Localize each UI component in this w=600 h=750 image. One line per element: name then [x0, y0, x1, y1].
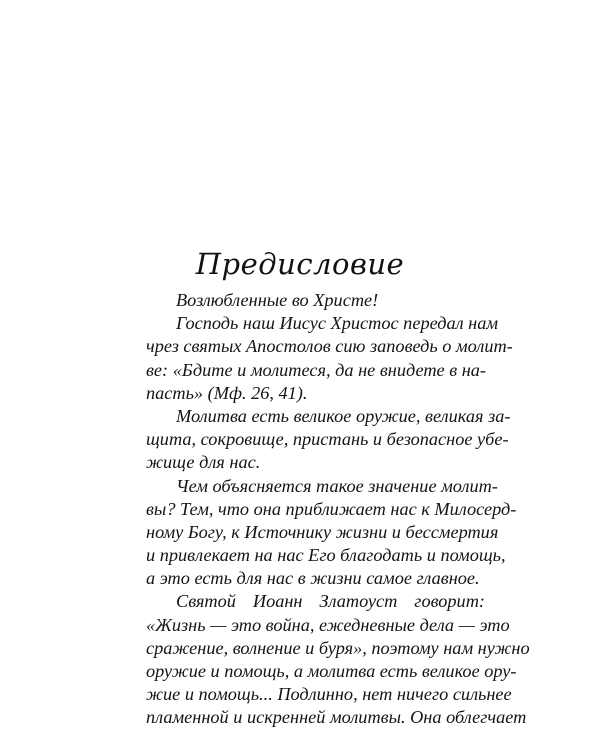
text-line: чрез святых Апостолов сию заповедь о молит-: [146, 336, 513, 357]
text-line: Молитва есть великое оружие, великая за-: [176, 405, 511, 426]
page-title: Предисловие: [195, 247, 405, 281]
text-line: сражение, волнение и буря», поэтому нам нужно: [146, 637, 530, 658]
text-line: щита, сокровище, пристань и безопасное убе-: [146, 429, 509, 450]
text-line: Чем объясняется такое значение молит-: [176, 475, 498, 496]
body-text: [146, 289, 530, 730]
text-line: пламенной и искренней молитвы. Она облегчает: [146, 707, 527, 728]
text-line: Господь наш Иисус Христос передал нам: [176, 313, 499, 334]
text-line: оружие и помощь, а молитва есть великое ору-: [146, 661, 517, 681]
text-line: пасть» (Мф. 26, 41).: [146, 382, 308, 403]
text-line: «Жизнь — это война, ежедневные дела — это: [146, 614, 510, 635]
text-line: Святой Иоанн Златоуст говорит:: [176, 591, 485, 612]
text-line: жище для нас.: [146, 452, 261, 473]
text-line: жие и помощь... Подлинно, нет ничего сильнее: [146, 684, 512, 705]
text-line: и привлекает на нас Его благодать и помощь,: [146, 545, 506, 566]
text-line: вы? Тем, что она приближает нас к Милосерд-: [146, 498, 517, 519]
text-line: а это есть для нас в жизни самое главное.: [146, 568, 480, 589]
text-line: Возлюбленные во Христе!: [176, 290, 379, 310]
text-line: ве: «Бдите и молитеся, да не внидете в на-: [146, 359, 487, 380]
text-line: ному Богу, к Источнику жизни и бессмертия: [146, 521, 499, 542]
